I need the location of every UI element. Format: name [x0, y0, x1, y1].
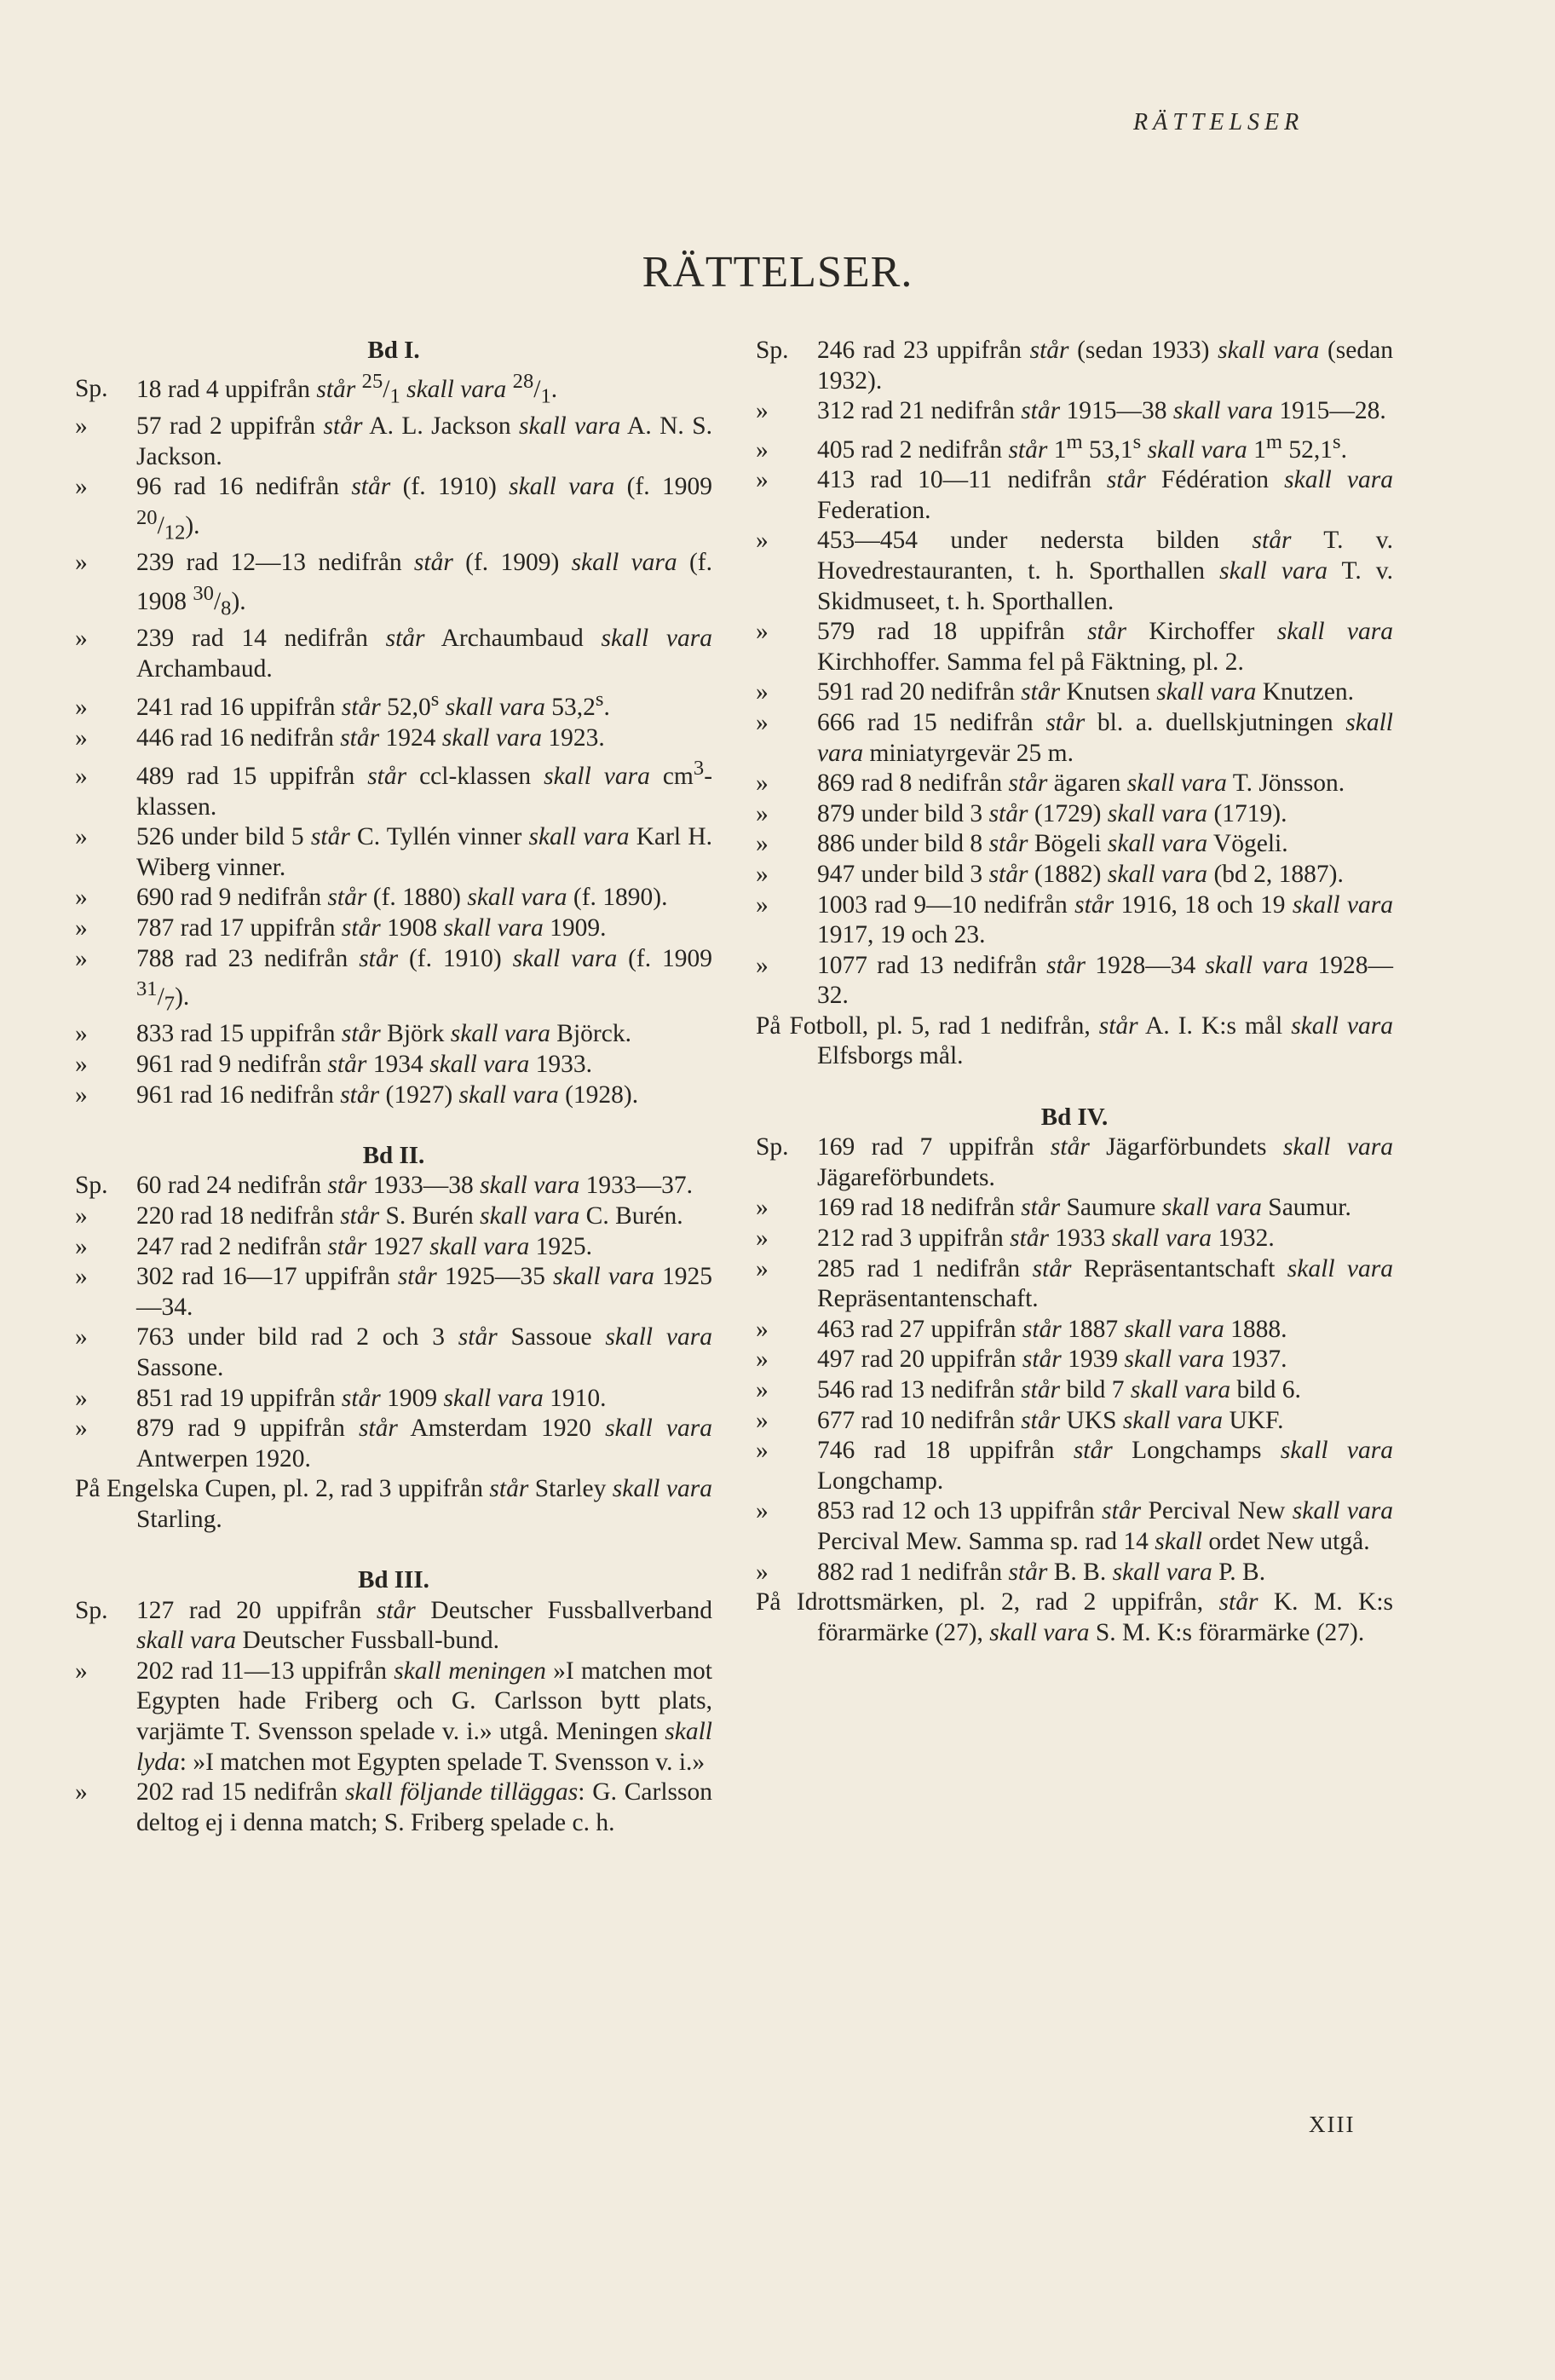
page-number: XIII: [1309, 2112, 1356, 2137]
correction-entry: » 57 rad 2 uppifrån står A. L. Jackson skall vara A. N. S. Jackson.: [75, 412, 712, 470]
correction-entry: » 851 rad 19 uppifrån står 1909 skall vara 1910.: [75, 1384, 607, 1412]
correction-entry: » 886 under bild 8 står Bögeli skall vara Vögeli.: [756, 830, 1288, 858]
correction-entry: » 763 under bild rad 2 och 3 står Sassoue skall vara Sassone.: [75, 1323, 712, 1381]
correction-entry: » 879 rad 9 uppifrån står Amsterdam 1920 skall vara Antwerpen 1920.: [75, 1415, 712, 1472]
correction-entry: På Fotboll, pl. 5, rad 1 nedifrån, står A. I. K:s mål skall vara Elfsborgs mål.: [756, 1011, 1394, 1070]
section-bd-1: [75, 366, 712, 1111]
correction-entry: » 833 rad 15 uppifrån står Björk skall vara Björck.: [75, 1020, 631, 1048]
correction-entry: » 446 rad 16 nedifrån står 1924 skall vara 1923.: [75, 723, 605, 752]
correction-entry: » 666 rad 15 nedifrån står bl. a. duellskjutningen skall vara miniatyrgevär 25 m.: [756, 708, 1393, 767]
correction-entry: Sp. 60 rad 24 nedifrån står 1933—38 skall vara 1933—37.: [75, 1172, 694, 1200]
right-column: [756, 336, 1393, 1648]
section-heading-bd-1: Bd I.: [367, 337, 420, 364]
correction-entry: » 463 rad 27 uppifrån står 1887 skall vara 1888.: [756, 1315, 1287, 1343]
correction-entry: Sp. 127 rad 20 uppifrån står Deutscher Fussballverband skall vara Deutscher Fussball-bund.: [75, 1596, 712, 1655]
left-column: [75, 336, 712, 1838]
running-head: RÄTTELSER: [1133, 109, 1304, 135]
section-heading-bd-3: Bd III.: [358, 1566, 429, 1594]
correction-entry: » 489 rad 15 uppifrån står ccl-klassen skall vara $cm^3$-klassen.: [75, 757, 713, 821]
correction-entry: » 247 rad 2 nedifrån står 1927 skall vara 1925.: [75, 1232, 593, 1260]
correction-entry: » 96 rad 16 nedifrån står (f. 1910) skall vara (f. 1909 $^{20}/_{12}$).: [75, 473, 712, 545]
correction-entry: » 579 rad 18 uppifrån står Kirchoffer skall vara Kirchhoffer. Samma fel på Fäktning, pl. 2.: [756, 618, 1394, 676]
correction-entry: » 1077 rad 13 nedifrån står 1928—34 skall vara 1928—32.: [756, 951, 1394, 1010]
correction-entry: » 239 rad 12—13 nedifrån står (f. 1909) skall vara (f. 1908 $^{30}/_8$).: [75, 549, 712, 620]
section-bd-4: [756, 1132, 1393, 1648]
section-heading-bd-2: Bd II.: [362, 1141, 425, 1169]
correction-entry: » 202 rad 15 nedifrån skall följande tilläggas: G. Carlsson deltog ej i denna match; S. Friberg spelade c. h.: [75, 1778, 712, 1836]
correction-entry: » 413 rad 10—11 nedifrån står Fédération skall vara Federation.: [756, 466, 1394, 524]
correction-entry: » 526 under bild 5 står C. Tyllén vinner skall vara Karl H. Wiberg vinner.: [75, 823, 712, 881]
correction-entry: » 497 rad 20 uppifrån står 1939 skall vara 1937.: [756, 1346, 1287, 1374]
correction-entry: » 241 rad 16 uppifrån står 52,0$^s$ skall vara 53,2$^s$.: [75, 688, 610, 721]
correction-entry: » 788 rad 23 nedifrån står (f. 1910) skall vara (f. 1909 $^{31}/_7$).: [75, 944, 712, 1016]
section-bd-3: [75, 1596, 712, 1839]
section-heading-bd-4: Bd IV.: [1040, 1103, 1109, 1131]
correction-entry: » 169 rad 18 nedifrån står Saumure skall vara Saumur.: [756, 1194, 1351, 1222]
correction-entry: På Engelska Cupen, pl. 2, rad 3 uppifrån står Starley skall vara Starling.: [75, 1475, 712, 1533]
correction-entry: » 312 rad 21 nedifrån står 1915—38 skall vara 1915—28.: [756, 397, 1386, 425]
correction-entry: » 405 rad 2 nedifrån står 1$^m$ 53,1$^s$ skall vara 1$^m$ 52,1$^s$.: [756, 429, 1347, 464]
correction-entry: » 882 rad 1 nedifrån står B. B. skall vara P. B.: [756, 1558, 1266, 1586]
correction-entry: » 746 rad 18 uppifrån står Longchamps skall vara Longchamp.: [756, 1437, 1393, 1495]
correction-entry: » 591 rad 20 nedifrån står Knutsen skall vara Knutzen.: [756, 678, 1355, 706]
correction-entry: » 239 rad 14 nedifrån står Archaumbaud skall vara Archambaud.: [75, 624, 712, 683]
correction-entry: » 961 rad 16 nedifrån står (1927) skall vara (1928).: [75, 1081, 639, 1109]
correction-entry: » 853 rad 12 och 13 uppifrån står Percival New skall vara Percival Mew. Samma sp. rad 14 skall ordet New utgå.: [756, 1497, 1394, 1555]
correction-entry: » 1003 rad 9—10 nedifrån står 1916, 18 och 19 skall vara 1917, 19 och 23.: [756, 890, 1394, 949]
correction-entry: » 212 rad 3 uppifrån står 1933 skall vara 1932.: [756, 1225, 1275, 1253]
correction-entry: Sp. 246 rad 23 uppifrån står (sedan 1933) skall vara (sedan 1932).: [756, 337, 1393, 395]
correction-entry: » 453—454 under nedersta bilden står T. v. Hovedrestauranten, t. h. Sporthallen skall vara T. v. Skidmuseet, t. h. Sporthallen.: [756, 527, 1394, 615]
correction-entry: » 677 rad 10 nedifrån står UKS skall vara UKF.: [756, 1406, 1284, 1434]
section-bd-2: [75, 1171, 712, 1535]
correction-entry: » 961 rad 9 nedifrån står 1934 skall vara 1933.: [75, 1051, 593, 1078]
correction-entry: Sp. 169 rad 7 uppifrån står Jägarförbundets skall vara Jägareförbundets.: [756, 1133, 1393, 1191]
correction-entry: » 947 under bild 3 står (1882) skall vara (bd 2, 1887).: [756, 860, 1344, 888]
section-bd-3-continued: [756, 336, 1393, 1072]
correction-entry: » 879 under bild 3 står (1729) skall vara (1719).: [756, 799, 1287, 827]
correction-entry: Sp. 18 rad 4 uppifrån står $^{25}/_1$ skall vara $^{28}/_1$.: [75, 369, 558, 408]
correction-entry: » 220 rad 18 nedifrån står S. Burén skall vara C. Burén.: [75, 1202, 683, 1230]
correction-entry: » 546 rad 13 nedifrån står bild 7 skall vara bild 6.: [756, 1376, 1301, 1404]
correction-entry: » 302 rad 16—17 uppifrån står 1925—35 skall vara 1925—34.: [75, 1263, 713, 1321]
correction-entry: På Idrottsmärken, pl. 2, rad 2 uppifrån, står K. M. K:s förarmärke (27), skall vara S. M. K:s förarmärke (27).: [756, 1588, 1394, 1646]
correction-entry: » 787 rad 17 uppifrån står 1908 skall vara 1909.: [75, 913, 607, 942]
correction-entry: » 869 rad 8 nedifrån står ägaren skall vara T. Jönsson.: [756, 769, 1345, 798]
correction-entry: » 202 rad 11—13 uppifrån skall meningen »I matchen mot Egypten hade Friberg och G. Carlsson bytt plats, varjämte T. Svensson spelade v. i.» utgå. Meningen skall lyda: »I matchen mot Egypten spelade T. Svensson v. i.»: [75, 1657, 713, 1776]
correction-entry: » 285 rad 1 nedifrån står Repräsentantschaft skall vara Repräsentantenschaft.: [756, 1254, 1393, 1313]
correction-entry: » 690 rad 9 nedifrån står (f. 1880) skall vara (f. 1890).: [75, 884, 668, 912]
page-title: RÄTTELSER.: [642, 248, 913, 297]
